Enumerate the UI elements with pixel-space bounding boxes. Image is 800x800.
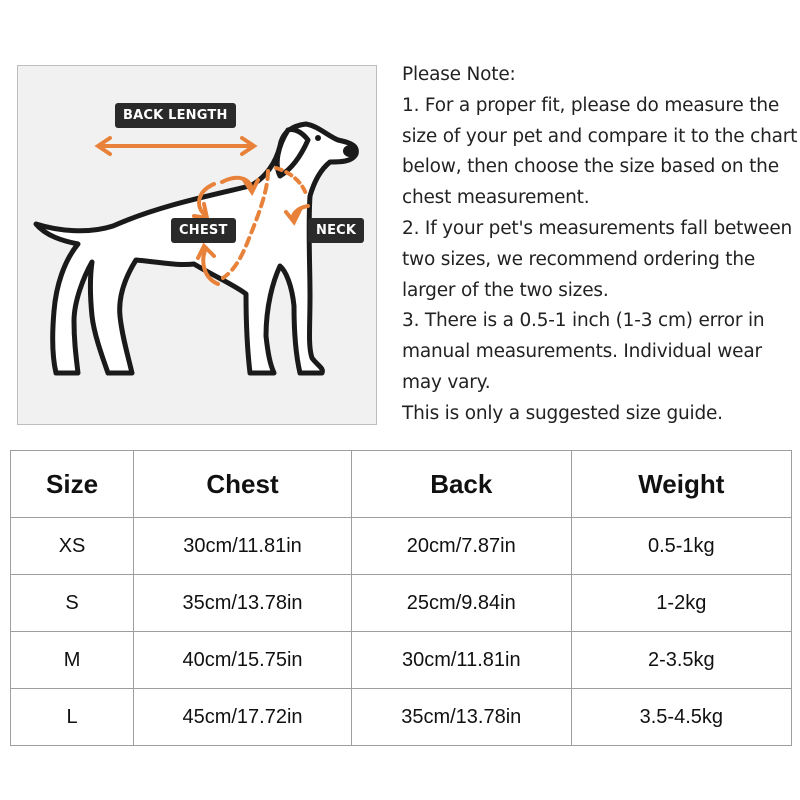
note-line: below, then choose the size based on the — [402, 156, 779, 178]
cell-size: M — [11, 632, 134, 689]
cell-size: XS — [11, 518, 134, 575]
table-row — [11, 689, 792, 746]
cell-size: S — [11, 575, 134, 632]
table-header-row — [11, 451, 792, 518]
cell-size: L — [11, 689, 134, 746]
note-line: 1. For a proper fit, please do measure the — [402, 94, 780, 116]
size-chart-table — [10, 450, 792, 746]
cell-weight: 1-2kg — [571, 575, 791, 632]
note-line: may vary. — [402, 371, 491, 393]
cell-chest: 35cm/13.78in — [134, 575, 352, 632]
cell-weight: 2-3.5kg — [571, 632, 791, 689]
header-chest: Chest — [134, 451, 352, 518]
cell-back: 20cm/7.87in — [351, 518, 571, 575]
header-weight: Weight — [571, 451, 791, 518]
table-row — [11, 575, 792, 632]
cell-chest: 40cm/15.75in — [134, 632, 352, 689]
header-size: Size — [11, 451, 134, 518]
neck-label: NECK — [308, 218, 364, 243]
table-row — [11, 518, 792, 575]
dog-measurement-illustration — [17, 65, 377, 425]
note-line: Please Note: — [402, 64, 516, 85]
note-line: chest measurement. — [402, 187, 590, 209]
cell-back: 25cm/9.84in — [351, 575, 571, 632]
cell-weight: 3.5-4.5kg — [571, 689, 791, 746]
cell-chest: 30cm/11.81in — [134, 518, 352, 575]
cell-weight: 0.5-1kg — [571, 518, 791, 575]
note-line: 2. If your pet's measurements fall between — [402, 217, 793, 239]
chest-label: CHEST — [171, 218, 236, 243]
note-line: 3. There is a 0.5-1 inch (1-3 cm) error in — [402, 310, 765, 332]
note-line: size of your pet and compare it to the chart — [402, 125, 798, 147]
cell-back: 30cm/11.81in — [351, 632, 571, 689]
back-length-label: BACK LENGTH — [115, 103, 236, 128]
header-back: Back — [351, 451, 571, 518]
cell-back: 35cm/13.78in — [351, 689, 571, 746]
note-line: This is only a suggested size guide. — [402, 402, 723, 424]
table-row — [11, 632, 792, 689]
note-line: two sizes, we recommend ordering the — [402, 248, 756, 270]
note-line: manual measurements. Individual wear — [402, 341, 762, 363]
fit-note — [402, 60, 797, 430]
cell-chest: 45cm/17.72in — [134, 689, 352, 746]
note-line: larger of the two sizes. — [402, 279, 609, 301]
